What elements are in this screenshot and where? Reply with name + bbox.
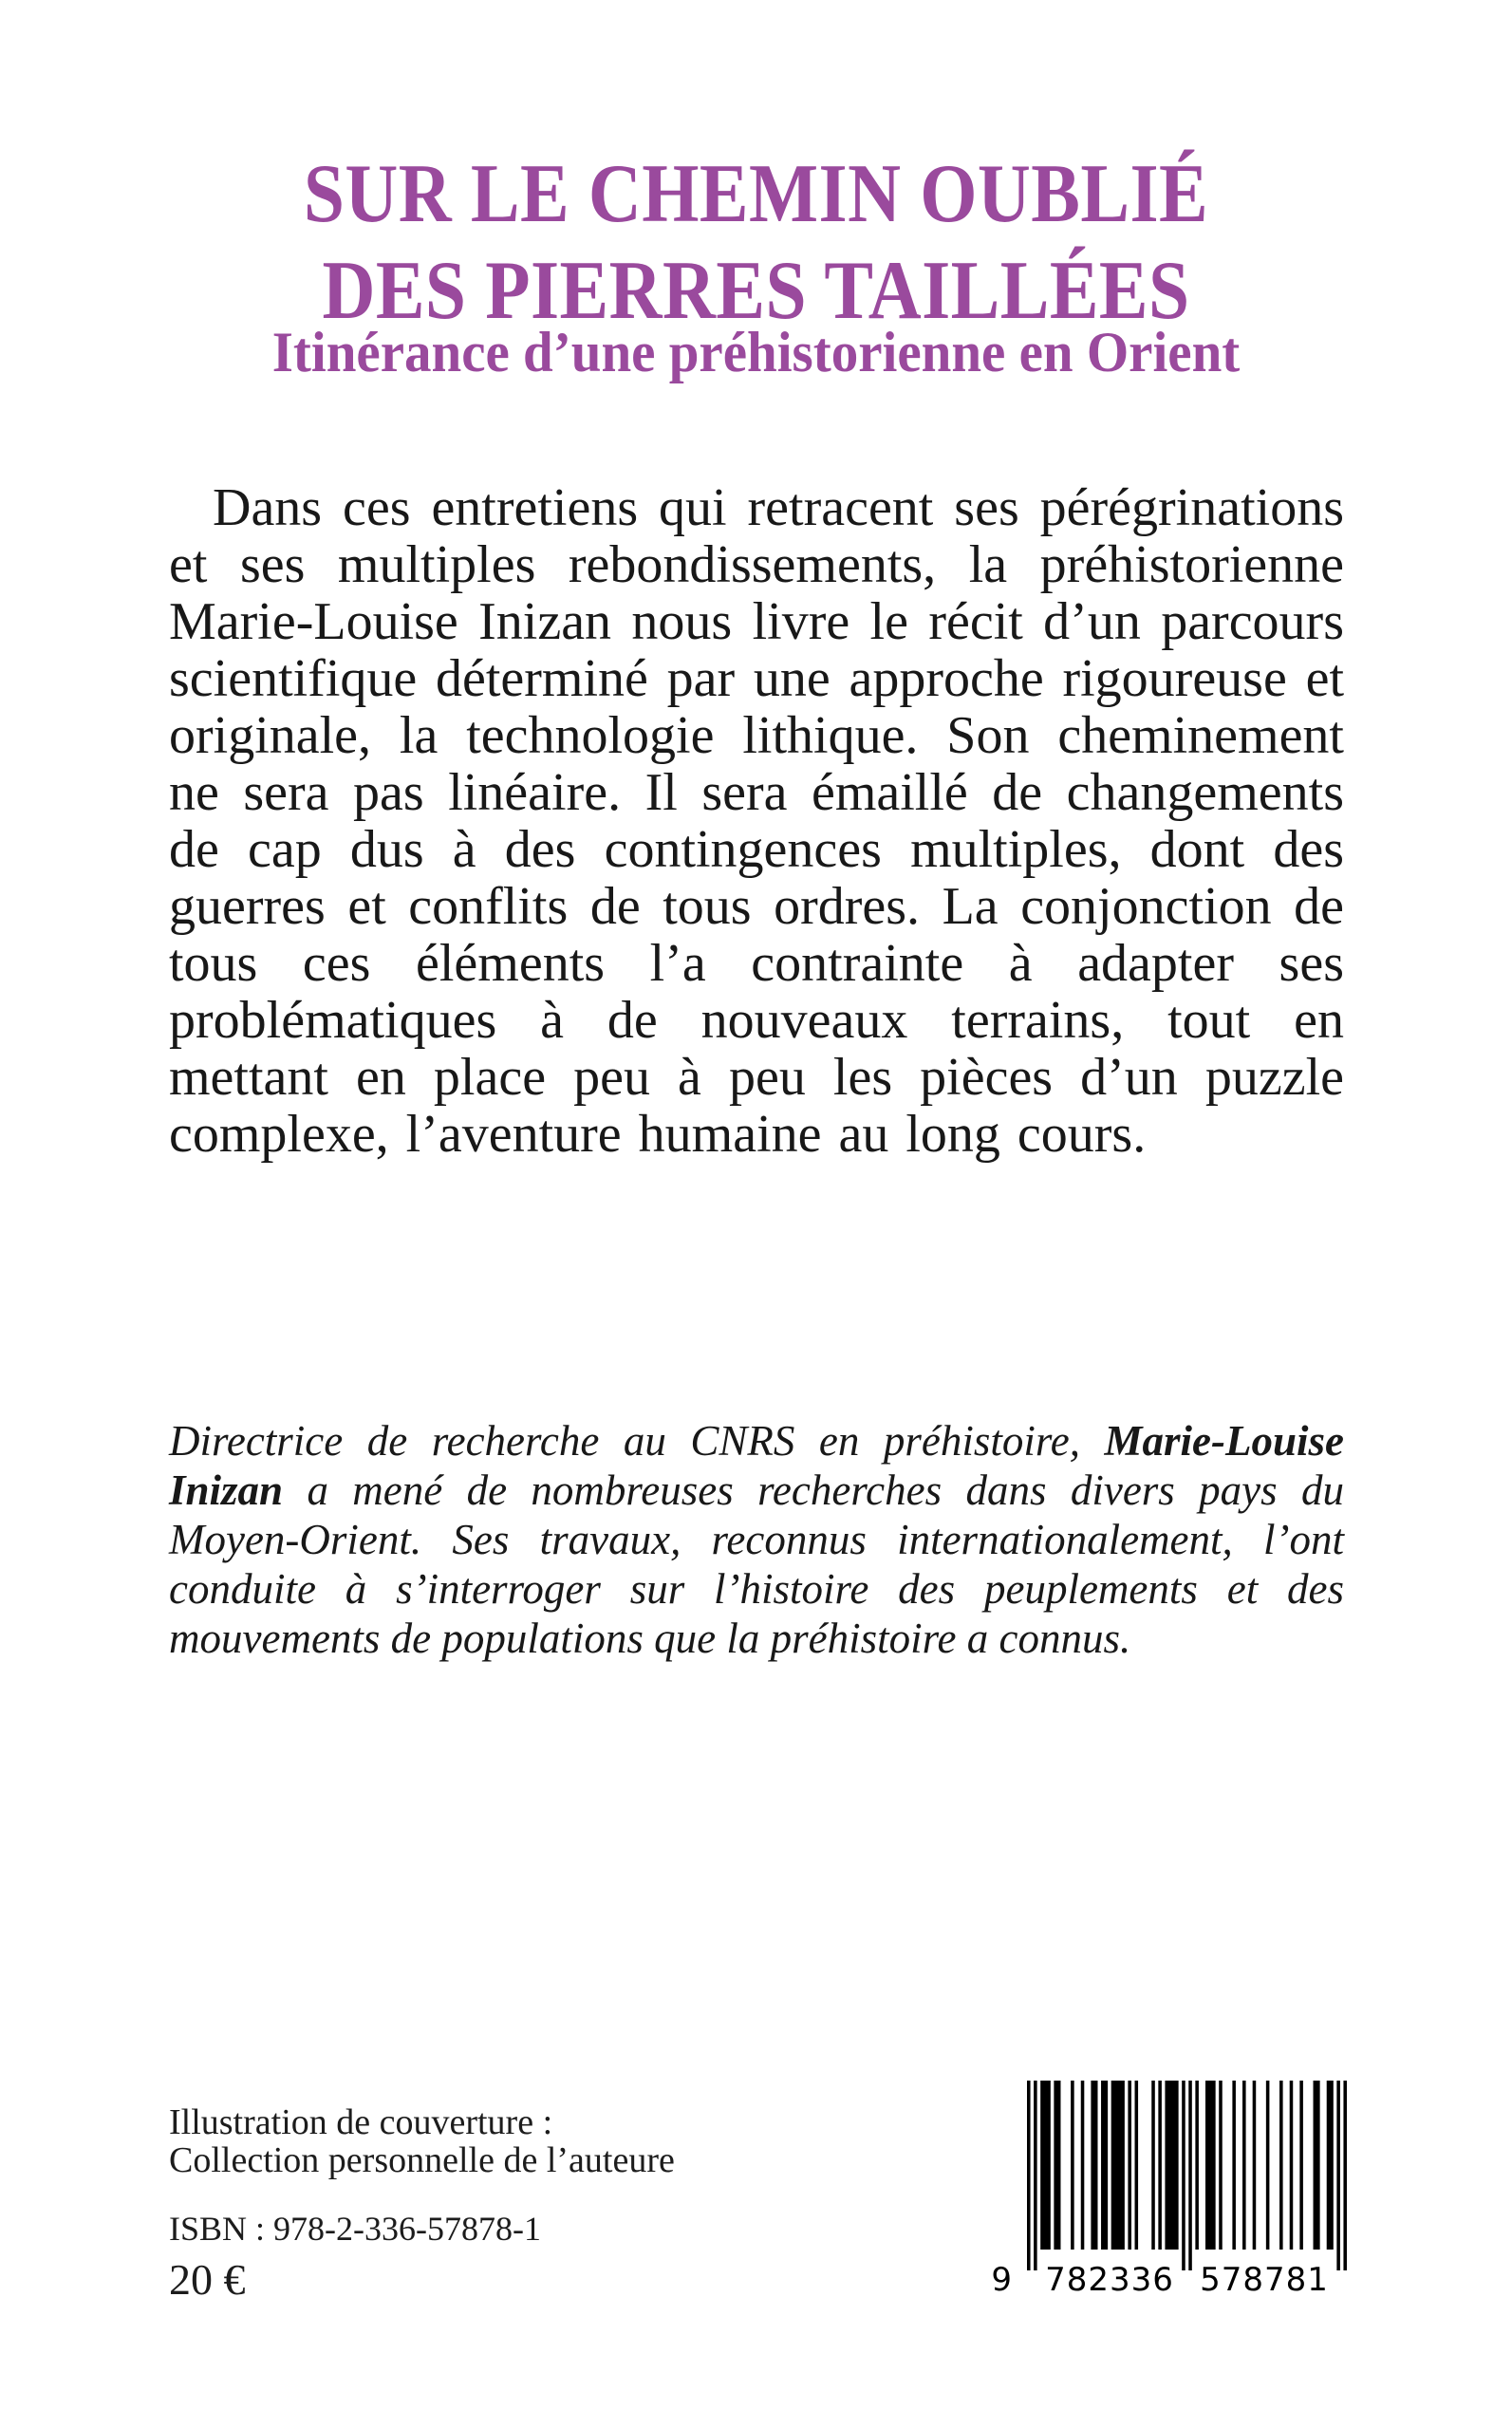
book-title-line2: DES PIERRES TAILLÉES xyxy=(322,245,1190,337)
barcode-digit-first: 9 xyxy=(991,2261,1012,2299)
bio-text-before: Directrice de recherche au CNRS en préhistoire, xyxy=(169,1417,1105,1465)
cover-illustration-credit xyxy=(169,2103,675,2179)
synopsis-paragraph: Dans ces entretiens qui retracent ses pérégrinations et ses multiples rebondissements, la préhistorienne Marie-Louise Inizan nous livre le récit d’un parcours scientifique déterminé par une approche rigoureuse et originale, la technologie lithique. Son cheminement ne sera pas linéaire. Il sera émaillé de changements de cap dus à des contingences multiples, dont des guerres et conflits de tous ordres. La conjonction de tous ces éléments l’a contrainte à adapter ses problématiques à de nouveaux terrains, tout en mettant en place peu à peu les pièces d’un puzzle complexe, l’aventure humaine au long cours. xyxy=(169,478,1344,1164)
price-text: 20 € xyxy=(169,2255,246,2304)
book-title xyxy=(91,146,1422,340)
barcode-digits-left: 782336 xyxy=(1045,2261,1174,2299)
isbn-text: ISBN : 978-2-336-57878-1 xyxy=(169,2210,541,2248)
credit-line1: Illustration de couverture : xyxy=(169,2102,553,2142)
barcode-digits-right: 578781 xyxy=(1200,2261,1329,2299)
ean13-barcode xyxy=(991,2081,1347,2308)
book-subtitle: Itinérance d’une préhistorienne en Orient xyxy=(271,321,1241,383)
author-name: Marie-Louise Inizan xyxy=(169,1417,1344,1514)
bio-text-after: a mené de nombreuses recherches dans divers pays du Moyen-Orient. Ses travaux, reconnus internationalement, l’ont conduite à s’interroger sur l’histoire des peuplements et des mouvements de populations que la préhistoire a connus. xyxy=(169,1466,1344,1662)
book-title-line1: SUR LE CHEMIN OUBLIÉ xyxy=(303,148,1209,240)
barcode-digits xyxy=(991,2261,1347,2302)
barcode-bars xyxy=(1027,2081,1347,2270)
credit-line2: Collection personnelle de l’auteure xyxy=(169,2140,675,2180)
author-bio-paragraph xyxy=(169,1416,1344,1663)
